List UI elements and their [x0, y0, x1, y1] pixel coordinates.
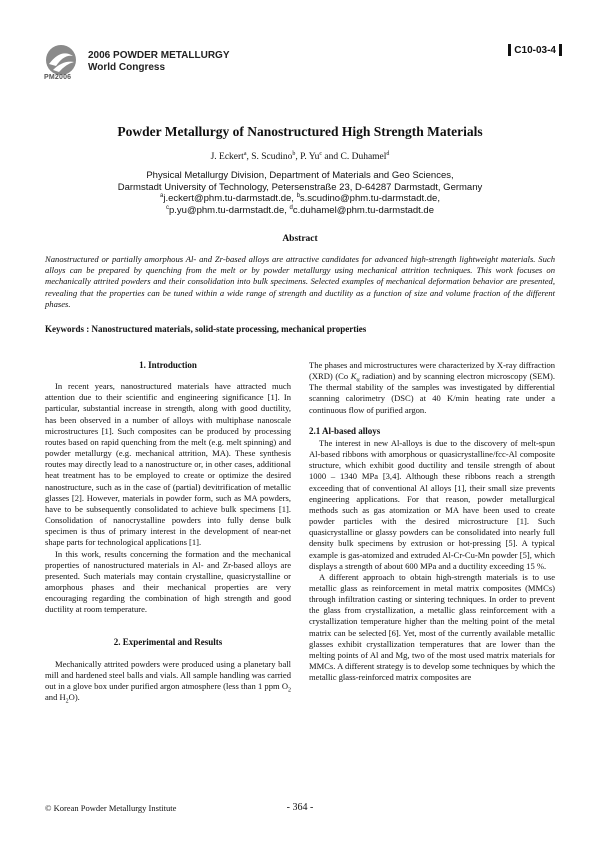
section-heading-introduction: 1. Introduction: [139, 360, 197, 370]
text-run: The phases and microstructures were characterized by X-ray diffraction (XRD) (Co: [309, 360, 555, 382]
email: c.duhamel@phm.tu-darmstadt.de: [292, 204, 435, 216]
email-line-2: [0, 205, 600, 217]
left-column: [45, 360, 291, 703]
copyright-notice: © Korean Powder Metallurgy Institute: [45, 803, 177, 813]
author: J. Eckert: [210, 152, 244, 162]
section-heading-experimental: 2. Experimental and Results: [113, 637, 223, 648]
email-line-1: [0, 193, 600, 205]
experimental-paragraph-1: [45, 659, 291, 704]
author-sup: b: [292, 150, 296, 157]
email-sup: d: [289, 204, 293, 211]
email-sup: b: [296, 192, 300, 199]
keywords: Keywords : Nanostructured materials, solid-state processing, mechanical properties: [45, 324, 367, 334]
author-sep: and: [322, 152, 341, 162]
al-paragraph-2: A different approach to obtain high-strength materials is to use metallic glass as reinforcement in metal matrix composites (MMCs) through infiltration casting or sintering techniques. In order to prevent the glass from crystallization, a metallic glass reinforcement with a crystallization temperature higher than the melting point of the metal matrix can be selected [6]. Yet, most of the currently available metallic glasses exhibit crystallization temperatures that are lower than the melting points of Al and Mg, two of the most used matrix materials for MMCs. A different strategy is to develop some techniques by which the metallic glass-reinforced matrix composites are: [309, 571, 555, 683]
conference-line-2: World Congress: [88, 62, 166, 73]
experimental-paragraph-2: [309, 360, 555, 416]
paper-title: Powder Metallurgy of Nanostructured High Strength Materials: [117, 124, 483, 139]
text-run: Mechanically attrited powders were produced using a planetary ball mill and hardened steel balls and vials. All sample handling was carried out in a glove box under purified argon atmosphere (less than 1 ppm O: [45, 658, 291, 691]
conference-line-1: 2006 POWDER METALLURGY: [88, 50, 230, 61]
code-bar-right: [559, 44, 562, 56]
italic-k: K: [350, 371, 357, 382]
email: j.eckert@phm.tu-darmstadt.de,: [163, 193, 294, 204]
author: P. Yu: [300, 152, 320, 162]
abstract-heading: Abstract: [282, 234, 318, 244]
paper-code-text: C10-03-4: [514, 44, 556, 56]
email-sup: a: [160, 192, 164, 199]
subscript-alpha: α: [356, 377, 360, 384]
author-sep: ,: [246, 152, 252, 162]
subscript: 2: [65, 698, 69, 705]
author-sup: c: [319, 150, 323, 157]
abstract-text: Nanostructured or partially amorphous Al- and Zr-based alloys are attractive candidates for advanced high-strength lightweight materials. Such alloys can be prepared by quenching from the melt or by powder metallurgy using mechanical attrition techniques. This work focuses on mechanically attrited powders and their consolidation into bulk specimens. Selected examples of mechanical deformation behavior are presented, revealing that the properties can be tuned within a wide range of strength and ductility as a function of size and volume fraction of the different phases.: [45, 254, 555, 309]
subscript: 2: [288, 687, 291, 694]
paper-code: [508, 44, 562, 56]
affiliation: [0, 170, 600, 216]
author-sep: ,: [295, 152, 301, 162]
pm2006-logo-icon: [44, 44, 78, 76]
text-run: O).: [68, 692, 80, 703]
subsection-heading-al-alloys: 2.1 Al-based alloys: [309, 425, 381, 436]
text-run: radiation) and by scanning electron microscopy (SEM). The thermal stability of the samples was investigated by differential scanning calorimetry (DSC) at 40 K/min heating rate under a continuous flow of purified argon.: [309, 371, 555, 415]
intro-paragraph-1: In recent years, nanostructured materials have attracted much attention due to their scientific and engineering significance [1]. In particular, substantial increase in strength, along with good ductility, has been observed in a number of alloys with multiphase nanoscale microstructures [1]. Such composites can be produced by processing routes based on rapid quenching from the melt (e.g. melt spinning) and powder metallurgy (e.g. mechanical attrition, MA). These synthesis routes may directly lead to a nanostructure or, in other cases, additional heat treatment has to be employed to create or optimize the desired nanostructure, such as in the case of (partial) devitrification of metallic glasses [2]. However, materials in powder form, such as MA powders, have to be subsequently consolidated to achieve bulk specimens [1]. Consolidation of nanocrystalline powders into fully dense bulk specimen is thus of primary interest in the development of near-net shape parts for technological applications [1].: [45, 381, 291, 548]
author-sup: a: [243, 150, 247, 157]
conference-name: [88, 50, 230, 74]
text-run: and H: [45, 692, 66, 703]
author-list: [0, 152, 600, 162]
intro-paragraph-2: In this work, results concerning the formation and the mechanical properties of nanostructured materials in Al- and Zr-based alloys are presented. Such materials may contain crystalline, quasicrystalline or amorphous phases and their mechanical properties are very encouraging regarding the combination of high strength and good ductility at room temperature.: [45, 548, 291, 615]
email: p.yu@phm.tu-darmstadt.de,: [168, 204, 287, 216]
affiliation-line-1: Physical Metallurgy Division, Department of Materials and Geo Sciences,: [146, 170, 454, 181]
email-sup: c: [165, 204, 169, 211]
email: s.scudino@phm.tu-darmstadt.de,: [299, 193, 440, 204]
author: S. Scudino: [251, 152, 293, 162]
author: C. Duhamel: [340, 152, 387, 162]
code-bar-left: [508, 44, 511, 56]
affiliation-line-2: Darmstadt University of Technology, Petersenstraße 23, D-64287 Darmstadt, Germany: [117, 181, 483, 193]
logo-text: PM2006: [44, 74, 72, 81]
right-column: [309, 360, 555, 683]
al-paragraph-1: The interest in new Al-alloys is due to the discovery of melt-spun Al-based ribbons with amorphous or quasicrystalline/fcc-Al composite structure, which exhibit good ductility and tensile strength of about 1000 – 1340 MPa [3,4]. Although these ribbons reach a strength exceeding that of conventional Al alloys [1], their small size prevents engineering applications. For that reason, powder metallurgical methods such as gas atomization or MA have been used to create powder particles with the desired microstructure [1]. Such quasicrystalline or glassy powders can be consolidated into nearly full density bulk specimens by extrusion or hot-pressing [5]. A typical example is gas-atomized and extruded Al-Cr-Cu-Mn powder [5], which displays a strength of about 600 MPa and a ductility exceeding 15 %.: [309, 437, 555, 571]
author-sup: d: [386, 150, 390, 157]
page-number: - 364 -: [286, 802, 314, 813]
